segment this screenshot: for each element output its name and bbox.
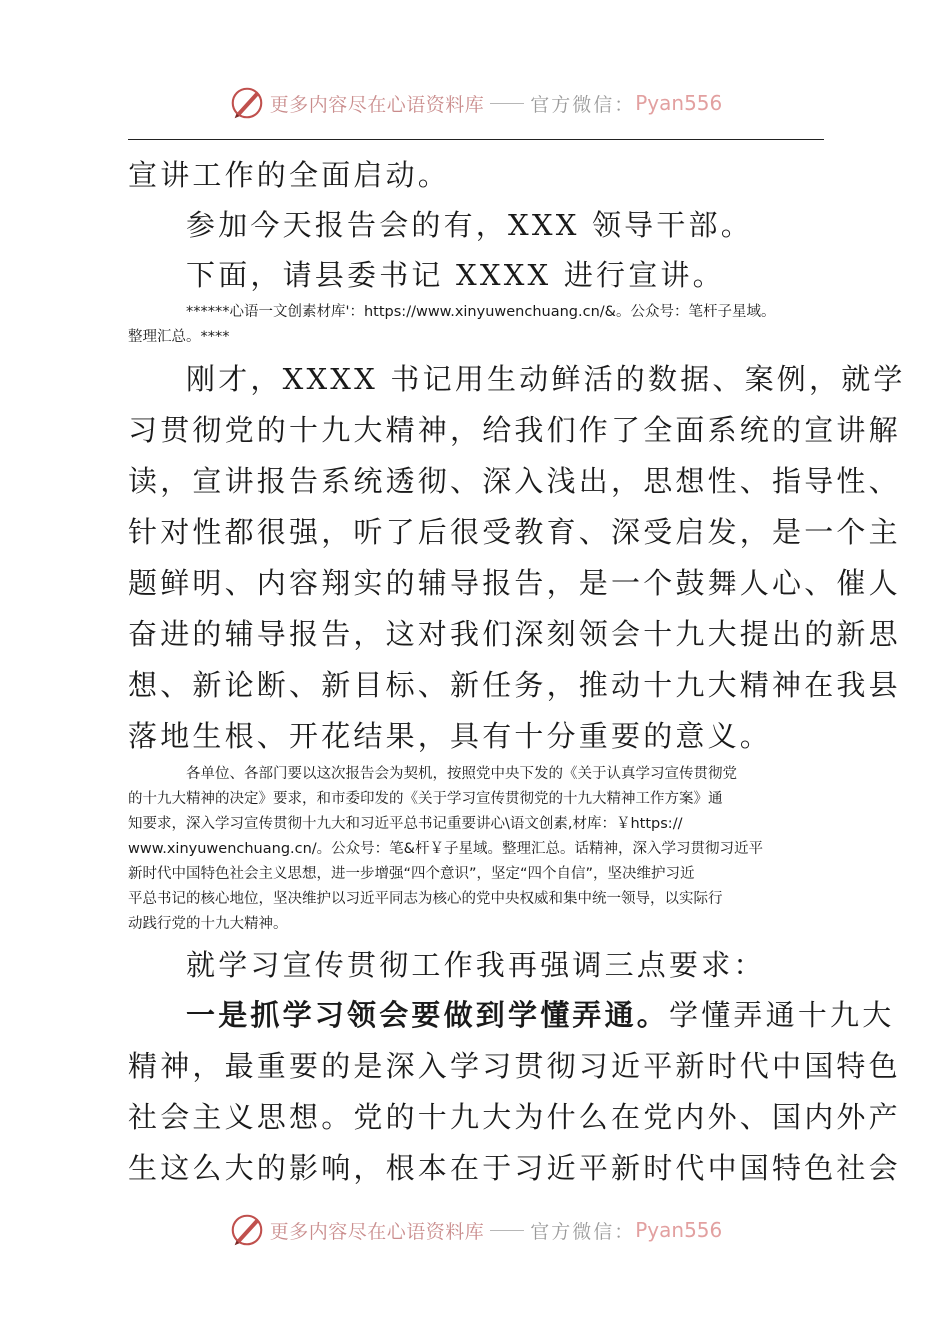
header-banner xyxy=(0,81,950,125)
footer-banner xyxy=(0,1208,950,1252)
small-paragraph-line: 知要求，深入学习宣传贯彻十九大和习近平总书记重要讲心\语文创素,材库：￥https:// xyxy=(128,816,683,832)
point-one-heading: 一是抓学习领会要做到学懂弄通。 xyxy=(186,998,670,1032)
pen-logo-icon xyxy=(228,84,266,122)
body-line: 奋进的辅导报告，这对我们深刻领会十九大提出的新思 xyxy=(128,617,901,651)
body-line: 生这么大的影响，根本在于习近平新时代中国特色社会 xyxy=(128,1151,901,1185)
body-line: 习贯彻党的十九大精神，给我们作了全面系统的宣讲解 xyxy=(128,413,901,447)
body-line-emphasis xyxy=(186,998,895,1032)
small-paragraph-line: 各单位、各部门要以这次报告会为契机，按照党中央下发的《关于认真学习宣传贯彻党 xyxy=(186,766,737,782)
point-one-text: 学懂弄通十九大 xyxy=(669,998,895,1032)
header-rule xyxy=(128,139,824,140)
watermark-note-line: 整理汇总。**** xyxy=(128,329,230,345)
body-line: 想、新论断、新目标、新任务，推动十九大精神在我县 xyxy=(128,668,901,702)
body-line: 落地生根、开花结果，具有十分重要的意义。 xyxy=(128,719,773,753)
small-paragraph-line: 新时代中国特色社会主义思想，进一步增强“四个意识”，坚定“四个自信”，坚决维护习近 xyxy=(128,866,695,882)
banner-wechat-id: Pyan556 xyxy=(635,1218,723,1242)
body-line: 社会主义思想。党的十九大为什么在党内外、国内外产 xyxy=(128,1100,901,1134)
small-paragraph-line: 平总书记的核心地位，坚决维护以习近平同志为核心的党中央权威和集中统一领导，以实际行 xyxy=(128,891,723,907)
banner-title: 更多内容尽在心语资料库 xyxy=(269,1220,485,1243)
body-line: 题鲜明、内容翔实的辅导报告，是一个鼓舞人心、催人 xyxy=(128,566,901,600)
watermark-note-line: ******心语一文创素材库'：https://www.xinyuwenchuang.cn/&。公众号：笔杆子星域。 xyxy=(186,304,776,320)
banner-title: 更多内容尽在心语资料库 xyxy=(269,93,485,116)
body-line: 针对性都很强，听了后很受教育、深受启发，是一个主 xyxy=(128,515,901,549)
body-line: 宣讲工作的全面启动。 xyxy=(128,158,451,192)
banner-wechat-id: Pyan556 xyxy=(635,91,723,115)
body-line: 刚才，XXXX 书记用生动鲜活的数据、案例，就学 xyxy=(186,362,906,396)
body-line: 就学习宣传贯彻工作我再强调三点要求： xyxy=(186,948,766,982)
banner-wechat-label: 官方微信： xyxy=(530,93,636,116)
body-line: 下面，请县委书记 XXXX 进行宣讲。 xyxy=(186,258,725,292)
small-paragraph-line: 的十九大精神的决定》要求，和市委印发的《关于学习宣传贯彻党的十九大精神工作方案》通 xyxy=(128,791,723,807)
body-line: 参加今天报告会的有，XXX 领导干部。 xyxy=(186,208,753,242)
pen-logo-icon xyxy=(228,1211,266,1249)
body-line: 精神，最重要的是深入学习贯彻习近平新时代中国特色 xyxy=(128,1049,901,1083)
banner-wechat-label: 官方微信： xyxy=(530,1220,636,1243)
small-paragraph-line: www.xinyuwenchuang.cn/。公众号：笔&杆￥子星域。整理汇总。话精神，深入学习贯彻习近平 xyxy=(128,841,763,857)
banner-divider xyxy=(490,103,524,104)
body-line: 读，宣讲报告系统透彻、深入浅出，思想性、指导性、 xyxy=(128,464,901,498)
banner-divider xyxy=(490,1230,524,1231)
small-paragraph-line: 动践行党的十九大精神。 xyxy=(128,916,288,932)
